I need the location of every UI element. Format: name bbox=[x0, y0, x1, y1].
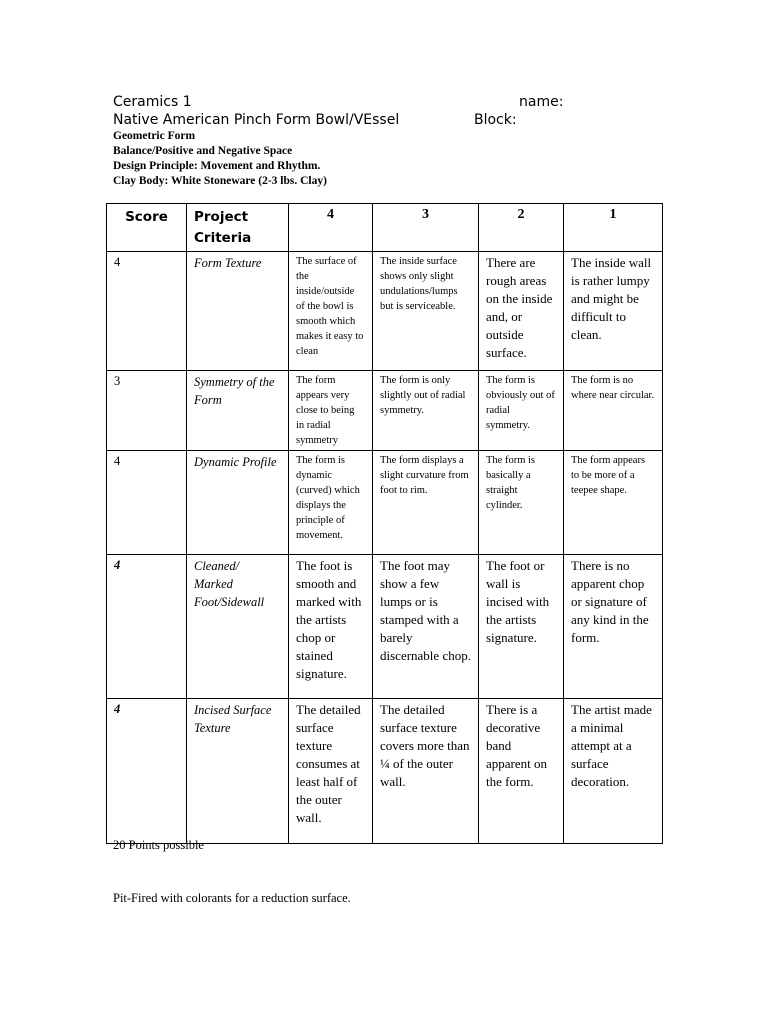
row-criteria: Cleaned/ Marked Foot/Sidewall bbox=[187, 555, 289, 699]
table-row bbox=[107, 555, 663, 699]
row-level-1: The form is no where near circular. bbox=[564, 371, 663, 451]
table-row bbox=[107, 699, 663, 844]
row-level-1: There is no apparent chop or signature of any kind in the form. bbox=[564, 555, 663, 699]
header-criteria bbox=[187, 204, 289, 252]
project-title: Native American Pinch Form Bowl/VEssel bbox=[113, 112, 400, 128]
row-level-1: The artist made a minimal attempt at a surface decoration. bbox=[564, 699, 663, 844]
header-criteria-line2: Criteria bbox=[194, 230, 252, 246]
table-row bbox=[107, 252, 663, 371]
rubric-table bbox=[106, 203, 663, 844]
row-level-1: The inside wall is rather lumpy and might be difficult to clean. bbox=[564, 252, 663, 371]
points-possible: 20 Points possible bbox=[113, 838, 204, 852]
row-level-3: The inside surface shows only slight undulations/lumps but is serviceable. bbox=[373, 252, 479, 371]
header-level-1: 1 bbox=[564, 204, 663, 252]
block-label: Block: bbox=[474, 112, 517, 128]
row-score: 3 bbox=[107, 371, 187, 451]
detail-geometric-form: Geometric Form bbox=[113, 130, 196, 142]
row-level-3: The foot may show a few lumps or is stamped with a barely discernable chop. bbox=[373, 555, 479, 699]
table-row bbox=[107, 451, 663, 555]
row-score: 4 bbox=[107, 451, 187, 555]
row-level-2: There is a decorative band apparent on the form. bbox=[479, 699, 564, 844]
table-header-row bbox=[107, 204, 663, 252]
header-level-4: 4 bbox=[289, 204, 373, 252]
row-level-2: The foot or wall is incised with the artists signature. bbox=[479, 555, 564, 699]
detail-design-principle: Design Principle: Movement and Rhythm. bbox=[113, 160, 321, 172]
row-level-3: The form is only slightly out of radial symmetry. bbox=[373, 371, 479, 451]
row-level-3: The form displays a slight curvature from foot to rim. bbox=[373, 451, 479, 555]
row-score: 4 bbox=[107, 555, 187, 699]
table-row bbox=[107, 371, 663, 451]
row-level-4: The form is dynamic (curved) which displays the principle of movement. bbox=[289, 451, 373, 555]
row-criteria: Form Texture bbox=[187, 252, 289, 371]
header-level-2: 2 bbox=[479, 204, 564, 252]
row-level-2: There are rough areas on the inside and, or outside surface. bbox=[479, 252, 564, 371]
row-score: 4 bbox=[107, 252, 187, 371]
row-level-1: The form appears to be more of a teepee shape. bbox=[564, 451, 663, 555]
row-level-4: The detailed surface texture consumes at least half of the outer wall. bbox=[289, 699, 373, 844]
row-level-2: The form is obviously out of radial symmetry. bbox=[479, 371, 564, 451]
course-title: Ceramics 1 bbox=[113, 94, 192, 110]
row-level-4: The foot is smooth and marked with the artists chop or stained signature. bbox=[289, 555, 373, 699]
row-level-3: The detailed surface texture covers more than ¼ of the outer wall. bbox=[373, 699, 479, 844]
detail-clay-body: Clay Body: White Stoneware (2-3 lbs. Clay) bbox=[113, 175, 327, 187]
row-level-2: The form is basically a straight cylinder. bbox=[479, 451, 564, 555]
row-level-4: The surface of the inside/outside of the bowl is smooth which makes it easy to clean bbox=[289, 252, 373, 371]
header-criteria-line1: Project bbox=[194, 209, 249, 225]
name-label: name: bbox=[519, 94, 564, 110]
row-score: 4 bbox=[107, 699, 187, 844]
header-level-3: 3 bbox=[373, 204, 479, 252]
row-level-4: The form appears very close to being in radial symmetry bbox=[289, 371, 373, 451]
row-criteria: Dynamic Profile bbox=[187, 451, 289, 555]
row-criteria: Symmetry of the Form bbox=[187, 371, 289, 451]
firing-note: Pit-Fired with colorants for a reduction surface. bbox=[113, 891, 351, 905]
row-criteria: Incised Surface Texture bbox=[187, 699, 289, 844]
header-score: Score bbox=[107, 204, 187, 252]
detail-balance: Balance/Positive and Negative Space bbox=[113, 145, 293, 157]
